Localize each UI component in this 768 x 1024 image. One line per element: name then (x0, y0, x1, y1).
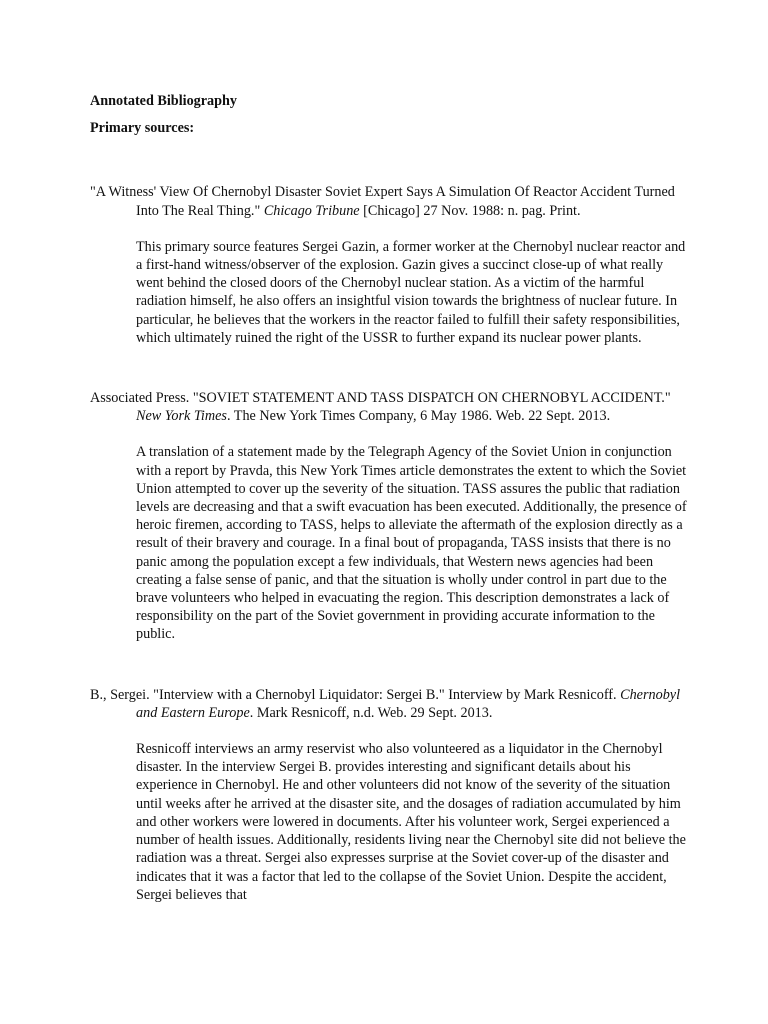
page-title: Annotated Bibliography (90, 93, 238, 109)
annotation: This primary source features Sergei Gazin, a former worker at the Chernobyl nuclear reactor and a first-hand witness/observer of the explosion. Gazin gives a succinct close-up of what really went behind the closed doors of the Chernobyl nuclear station. As a victim of the harmful radiation himself, he also offers an insightful vision towards the brightness of nuclear future. In particular, he believes that the workers in the reactor failed to fulfill their safety responsibilities, which ultimately ruined the right of the USSR to further expand its nuclear power plants. (136, 238, 686, 346)
publication-title: Chicago Tribune (263, 202, 360, 219)
publication-title: New York Times (136, 408, 227, 425)
citation (90, 686, 690, 722)
bibliography-entry-3 (90, 686, 690, 904)
publication-title: Chernobyl and Eastern Europe (136, 686, 681, 721)
annotation: Resnicoff interviews an army reservist who also volunteered as a liquidator in the Chernobyl disaster. In the interview Sergei B. provides interesting and significant details about his experience in Chernobyl. He and other volunteers did not know of the severity of the situation until weeks after he arrived at the disaster site, and the dosages of radiation accumulated by him and other workers were lowered in documents. After his volunteer work, Sergei experienced a number of health issues. Additionally, residents living near the Chernobyl site did not believe the radiation was a threat. Sergei also expresses surprise at the Soviet cover-up of the disaster and indicates that it was a factor that led to the collapse of the Soviet Union. Despite the accident, Sergei believes that (136, 741, 686, 903)
bibliography-entry-2 (90, 389, 690, 644)
section-heading: Primary sources: (90, 120, 195, 137)
citation (90, 183, 690, 219)
citation-details: [Chicago] 27 Nov. 1988: n. pag. Print. (359, 202, 581, 219)
citation (90, 389, 690, 425)
citation-details: . Mark Resnicoff, n.d. Web. 29 Sept. 2013. (249, 704, 493, 721)
citation-text: "A Witness' View Of Chernobyl Disaster Soviet Expert Says A Simulation Of Reactor Accident Turned Into The Real Thing." (90, 184, 675, 219)
citation-details: . The New York Times Company, 6 May 1986. Web. 22 Sept. 2013. (226, 408, 611, 425)
bibliography-entry-1 (90, 183, 690, 347)
document-page (90, 92, 690, 904)
annotation: A translation of a statement made by the Telegraph Agency of the Soviet Union in conjunction with a report by Pravda, this New York Times article demonstrates the extent to which the Soviet Union attempted to cover up the severity of the situation. TASS assures the public that radiation levels are decreasing and that a swift evacuation has been executed. Additionally, the presence of heroic firemen, according to TASS, helps to alleviate the aftermath of the explosion directly as a result of their bravery and courage. In a final bout of propaganda, TASS insists that there is no panic among the population except a few individuals, that Western news agencies had been creating a false sense of panic, and that the situation is wholly under control in part due to the brave volunteers who helped in evacuating the region. This description demonstrates a lack of responsibility on the part of the Soviet government in providing accurate information to the public. (136, 444, 687, 643)
citation-text: B., Sergei. "Interview with a Chernobyl Liquidator: Sergei B." Interview by Mark Resnicoff. (90, 686, 621, 703)
citation-text: Associated Press. "SOVIET STATEMENT AND TASS DISPATCH ON CHERNOBYL ACCIDENT." (90, 390, 671, 407)
